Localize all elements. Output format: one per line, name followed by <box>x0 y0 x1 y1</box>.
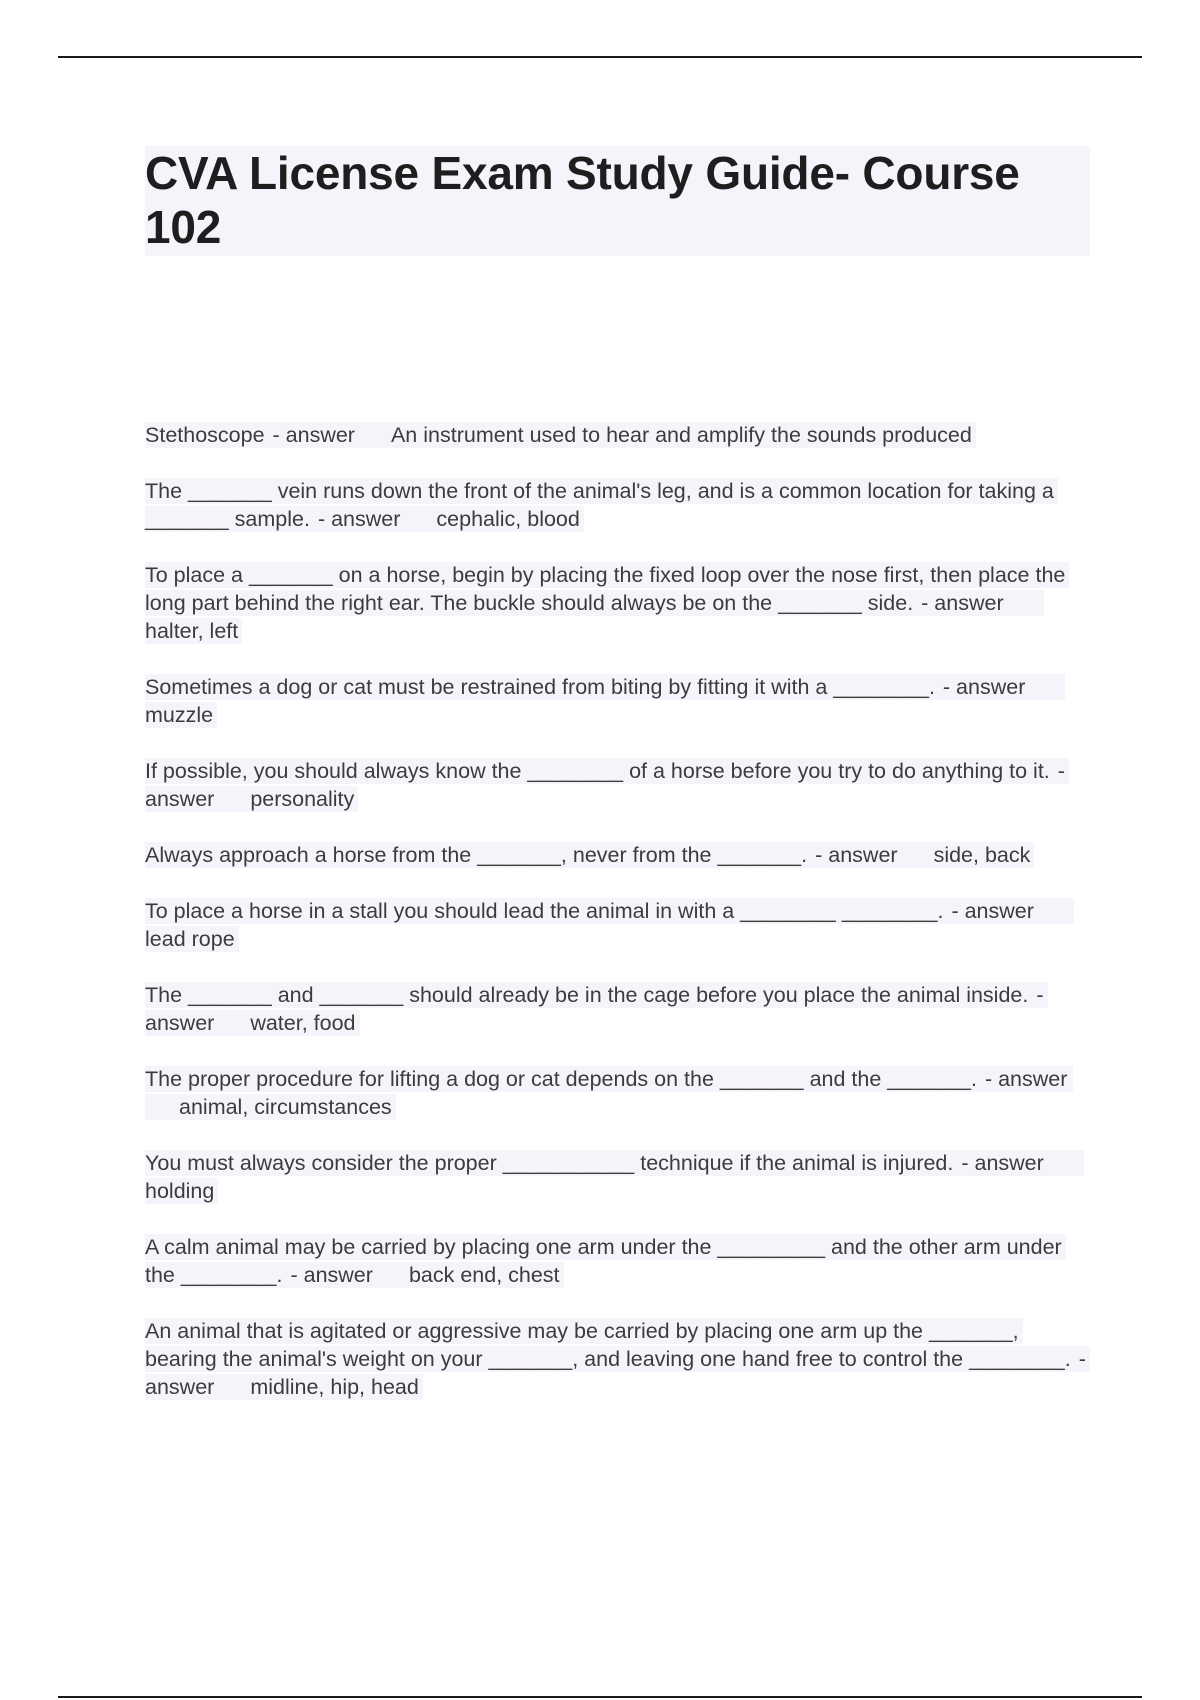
flashcard-question: To place a horse in a stall you should lead the animal in with a ________ ________. <box>145 899 944 923</box>
top-rule <box>58 56 1142 58</box>
answer-separator: - answer <box>961 1151 1044 1175</box>
flashcard-answer: personality <box>250 787 355 811</box>
flashcard-text <box>145 1066 1073 1120</box>
flashcard-text <box>145 1318 1090 1400</box>
flashcard-answer: holding <box>145 1179 215 1203</box>
flashcard-question: Sometimes a dog or cat must be restrained from biting by fitting it with a ________. <box>145 675 935 699</box>
flashcard-11 <box>145 1233 1090 1289</box>
flashcard-text <box>145 674 1065 728</box>
flashcard-list <box>145 421 1090 1401</box>
flashcard-question: If possible, you should always know the ________ of a horse before you try to do anything to it. <box>145 759 1050 783</box>
flashcard-text <box>145 842 1034 868</box>
flashcard-answer: cephalic, blood <box>436 507 580 531</box>
answer-separator: - answer <box>815 843 898 867</box>
flashcard-1 <box>145 421 1090 449</box>
answer-separator: - answer <box>145 1347 1086 1399</box>
flashcard-question: The _______ and _______ should already be in the cage before you place the animal inside. <box>145 983 1029 1007</box>
flashcard-question: Always approach a horse from the _______, never from the _______. <box>145 843 808 867</box>
flashcard-7 <box>145 897 1090 953</box>
answer-separator: - answer <box>145 759 1065 811</box>
flashcard-question: A calm animal may be carried by placing one arm under the _________ and the other arm under the ________. <box>145 1235 1062 1287</box>
answer-separator: - answer <box>290 1263 373 1287</box>
flashcard-text <box>145 898 1074 952</box>
flashcard-text <box>145 562 1069 644</box>
flashcard-6 <box>145 841 1090 869</box>
flashcard-2 <box>145 477 1090 533</box>
bottom-rule <box>58 1696 1142 1698</box>
flashcard-answer: midline, hip, head <box>250 1375 419 1399</box>
flashcard-question: The _______ vein runs down the front of the animal's leg, and is a common location for taking a _______ sample. <box>145 479 1054 531</box>
document-body <box>145 146 1090 1429</box>
flashcard-question: You must always consider the proper ___________ technique if the animal is injured. <box>145 1151 954 1175</box>
answer-separator: - answer <box>145 983 1044 1035</box>
answer-separator: - answer <box>921 591 1004 615</box>
flashcard-text <box>145 758 1069 812</box>
flashcard-question: The proper procedure for lifting a dog or cat depends on the _______ and the _______. <box>145 1067 977 1091</box>
flashcard-answer: back end, chest <box>408 1263 560 1287</box>
flashcard-4 <box>145 673 1090 729</box>
answer-separator: - answer <box>317 507 401 531</box>
flashcard-answer: side, back <box>933 843 1031 867</box>
flashcard-text <box>145 982 1048 1036</box>
flashcard-text <box>145 478 1058 532</box>
flashcard-text <box>145 1150 1084 1204</box>
answer-separator: - answer <box>942 675 1026 699</box>
flashcard-10 <box>145 1149 1090 1205</box>
flashcard-answer: An instrument used to hear and amplify the sounds produced <box>390 423 972 447</box>
flashcard-answer: water, food <box>250 1011 356 1035</box>
flashcard-answer: halter, left <box>145 619 239 643</box>
answer-separator: - answer <box>984 1067 1068 1091</box>
flashcard-question: Stethoscope <box>145 423 265 447</box>
flashcard-answer: lead rope <box>145 927 235 951</box>
flashcard-text <box>145 1234 1066 1288</box>
flashcard-question: An animal that is agitated or aggressive may be carried by placing one arm up the _______, bearing the animal's weight on your _______, and leaving one hand free to control the ________. <box>145 1319 1071 1371</box>
answer-separator: - answer <box>272 423 355 447</box>
flashcard-12 <box>145 1317 1090 1401</box>
flashcard-question: To place a _______ on a horse, begin by placing the fixed loop over the nose first, then place the long part behind the right ear. The buckle should always be on the _______ side. <box>145 563 1066 615</box>
flashcard-8 <box>145 981 1090 1037</box>
flashcard-9 <box>145 1065 1090 1121</box>
flashcard-3 <box>145 561 1090 645</box>
document-title: CVA License Exam Study Guide- Course 102 <box>145 147 1020 253</box>
flashcard-text <box>145 422 976 448</box>
title-box <box>145 146 1090 256</box>
flashcard-answer: animal, circumstances <box>179 1095 392 1119</box>
flashcard-5 <box>145 757 1090 813</box>
flashcard-answer: muzzle <box>145 703 214 727</box>
answer-separator: - answer <box>951 899 1034 923</box>
